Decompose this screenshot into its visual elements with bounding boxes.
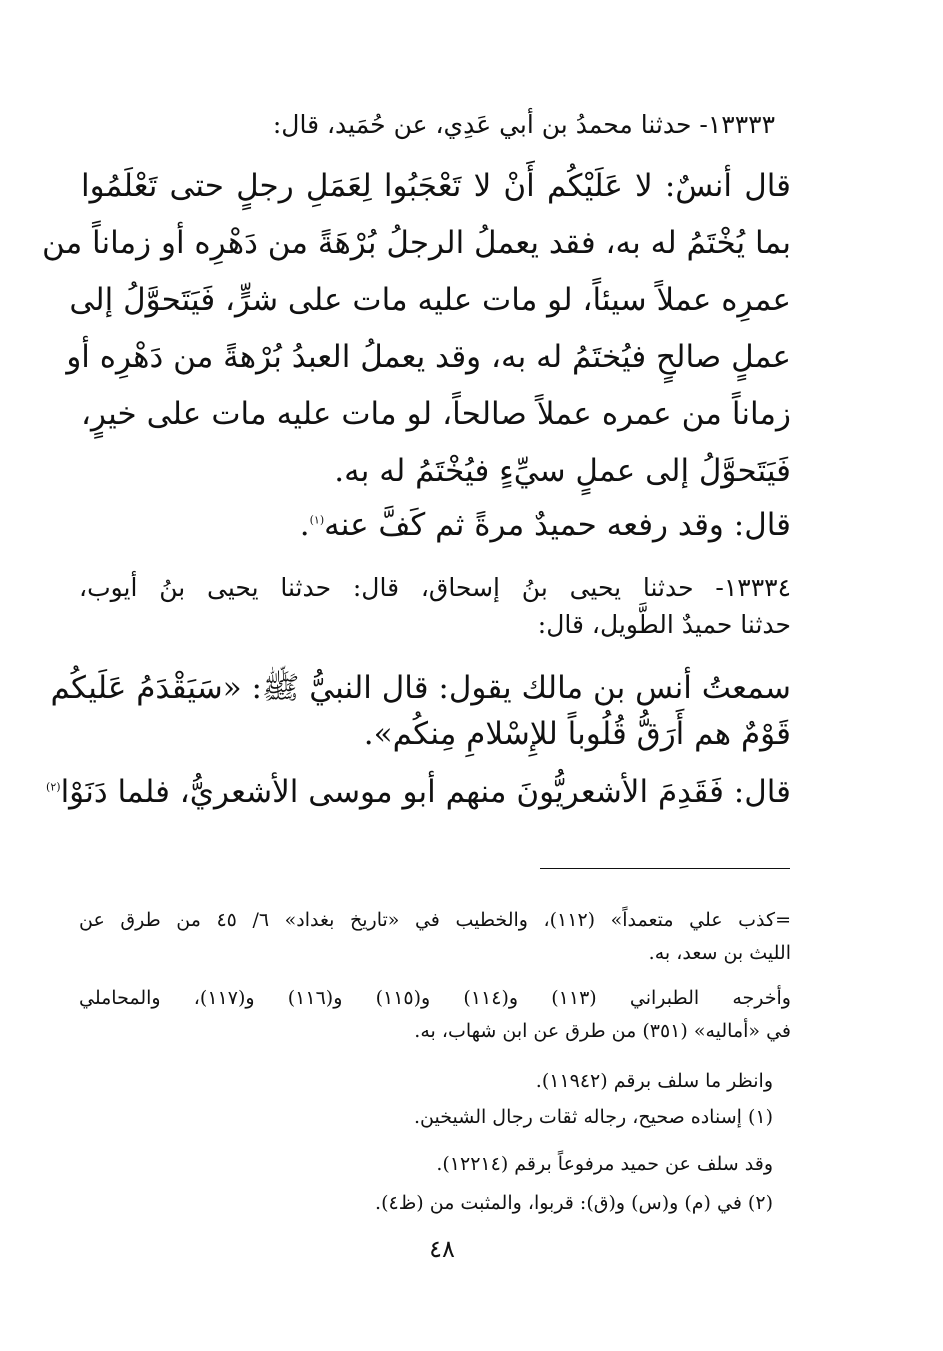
- hadith-13333-closing: [300, 503, 791, 547]
- hadith-13334-closing: [46, 770, 791, 814]
- heading-line: حدثنا حميدٌ الطَّويل، قال:: [537, 610, 791, 639]
- matn-line: عمرِه عملاً سيئاً، لو مات عليه مات على شرٍّ، فَيَتَحوَّلُ إلى: [69, 282, 791, 318]
- footnote-ref-2: (٢): [46, 780, 61, 794]
- hadith-13333-heading: ١٣٣٣٣- حدثنا محمدُ بن أبي عَدِي، عن حُمَيد، قال:: [272, 110, 775, 139]
- closing-text: قال: وقد رفعه حميدٌ مرةً ثم كَفَّ عنه: [324, 507, 791, 543]
- matn-line: فَيَتَحوَّلُ إلى عملٍ سيِّءٍ فيُخْتَمُ له به.: [334, 453, 791, 489]
- footnote-separator: [540, 868, 790, 869]
- matn-line: عملٍ صالحٍ فيُختَمُ له به، وقد يعملُ العبدُ بُرْهةً من دَهْرِه أو: [66, 339, 791, 375]
- footnote-ref-1: (١): [309, 513, 325, 527]
- matn-line: بما يُخْتَمُ له به، فقد يعملُ الرجلُ بُرْهَةً من دَهْرِه أو زماناً من: [41, 225, 791, 261]
- matn-line: قال أنسٌ: لا عَلَيْكُم أَنْ لا تَعْجَبُوا لِعَمَلِ رجلٍ حتى تَعْلَمُوا: [81, 168, 791, 204]
- footnote-tabarani: [79, 982, 791, 1048]
- matn-line: قَوْمٌ هم أَرَقُّ قُلُوباً للإِسْلامِ مِنكُم».: [363, 716, 791, 752]
- hadith-13334-matn: [50, 665, 791, 757]
- matn-line: زماناً من عمره عملاً صالحاً، لو مات عليه مات على خيرٍ،: [81, 396, 791, 432]
- hadith-13334-heading: [79, 569, 791, 643]
- footnote-1: (١) إسناده صحيح، رجاله ثقات رجال الشيخين.: [414, 1106, 773, 1128]
- footnote-line: =كذب علي متعمداً» (١١٢)، والخطيب في «تاريخ بغداد» ٦/ ٤٥ من طرق عن: [79, 909, 791, 931]
- hadith-13333-matn: [41, 158, 791, 500]
- footnote-continuation: [79, 904, 791, 970]
- footnote-2: (٢) في (م) و(س) و(ق): قربوا، والمثبت من (ظ٤).: [375, 1192, 773, 1214]
- footnote-line: وأخرجه الطبراني (١١٣) و(١١٤) و(١١٥) و(١١٦) و(١١٧)، والمحاملي: [79, 987, 791, 1009]
- heading-line: ١٣٣٣٤- حدثنا يحيى بنُ إسحاق، قال: حدثنا يحيى بنُ أيوب،: [79, 573, 791, 602]
- footnote-1-continuation: وقد سلف عن حميد مرفوعاً برقم (١٢٢١٤).: [436, 1153, 773, 1175]
- page-number: ٤٨: [429, 1235, 455, 1263]
- matn-line: سمعتُ أنس بن مالك يقول: قال النبيُّ ﷺ: «سَيَقْدَمُ عَلَيكُم: [50, 670, 791, 706]
- closing-text: قال: فَقَدِمَ الأشعريُّونَ منهم أبو موسى الأشعريُّ، فلما دَنَوْا: [60, 774, 791, 810]
- closing-end: .: [299, 507, 310, 543]
- footnote-see-also: وانظر ما سلف برقم (١١٩٤٢).: [535, 1070, 773, 1092]
- footnote-line: الليث بن سعد، به.: [648, 942, 791, 964]
- footnote-line: في «أماليه» (٣٥١) من طرق عن ابن شهاب، به.: [414, 1020, 791, 1042]
